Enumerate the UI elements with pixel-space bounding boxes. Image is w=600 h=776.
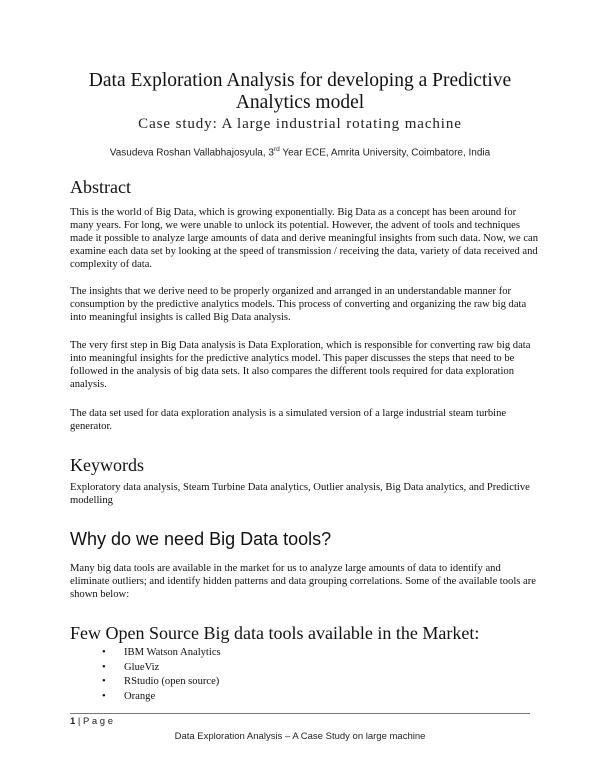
author-line xyxy=(40,146,560,158)
abstract-paragraph-1: This is the world of Big Data, which is growing exponentially. Big Data as a concept has been around for many years. For long, we were unable to unlock its potential. However, the advent of tools and techniques made it possible to analyze large amounts of data and derive meaningful insights from such data. Now, we can examine each data set by looking at the speed of transmission / receiving the data, variety of data received and complexity of data. xyxy=(70,207,539,270)
why-text: Many big data tools are available in the market for us to analyze large amounts of data to identify and eliminate outliers; and identify hidden patterns and data grouping correlations. Some of the available tools are shown below: xyxy=(70,563,536,600)
keywords-text: Exploratory data analysis, Steam Turbine Data analytics, Outlier analysis, Big Data analytics, and Predictive modelling xyxy=(70,482,530,506)
author-affiliation: Year ECE, Amrita University, Coimbatore, India xyxy=(279,147,491,159)
page-label: | P a g e xyxy=(75,716,113,727)
abstract-paragraph-2: The insights that we derive need to be properly organized and arranged in an understandable manner for consumption by the predictive analytics models. This process of converting and organizing the raw big data into meaningful insights is called Big Data analysis. xyxy=(70,286,527,323)
page-number-value: 1 xyxy=(70,716,76,727)
abstract-paragraph-4: The data set used for data exploration analysis is a simulated version of a large industrial steam turbine generator. xyxy=(70,408,507,432)
footer-divider xyxy=(70,713,530,714)
paper-subtitle: Case study: A large industrial rotating machine xyxy=(138,116,462,132)
paper-title: Data Exploration Analysis for developing a Predictive Analytics model xyxy=(88,70,512,113)
keywords-heading: Keywords xyxy=(70,455,144,475)
abstract-paragraph-3: The very first step in Big Data analysis is Data Exploration, which is responsible for converting raw big data into meaningful insights for the predictive analytics model. This paper discusses the steps that need to be followed in the analysis of big data sets. It also compares the different tools required for data exploration analysis. xyxy=(70,340,531,390)
list-item: • RStudio (open source) xyxy=(102,675,221,690)
tools-heading: Few Open Source Big data tools available in the Market: xyxy=(70,623,480,643)
page-number xyxy=(70,716,113,727)
running-footer: Data Exploration Analysis – A Case Study on large machine xyxy=(174,731,426,742)
tools-list xyxy=(102,646,221,704)
why-heading: Why do we need Big Data tools? xyxy=(70,529,332,549)
author-name: Vasudeva Roshan Vallabhajosyula, 3 xyxy=(109,147,274,159)
author-sup: rd xyxy=(273,146,280,153)
list-item: • Orange xyxy=(102,690,221,705)
list-item: • GlueViz xyxy=(102,661,221,676)
list-item: • IBM Watson Analytics xyxy=(102,646,221,661)
abstract-heading: Abstract xyxy=(70,177,131,197)
